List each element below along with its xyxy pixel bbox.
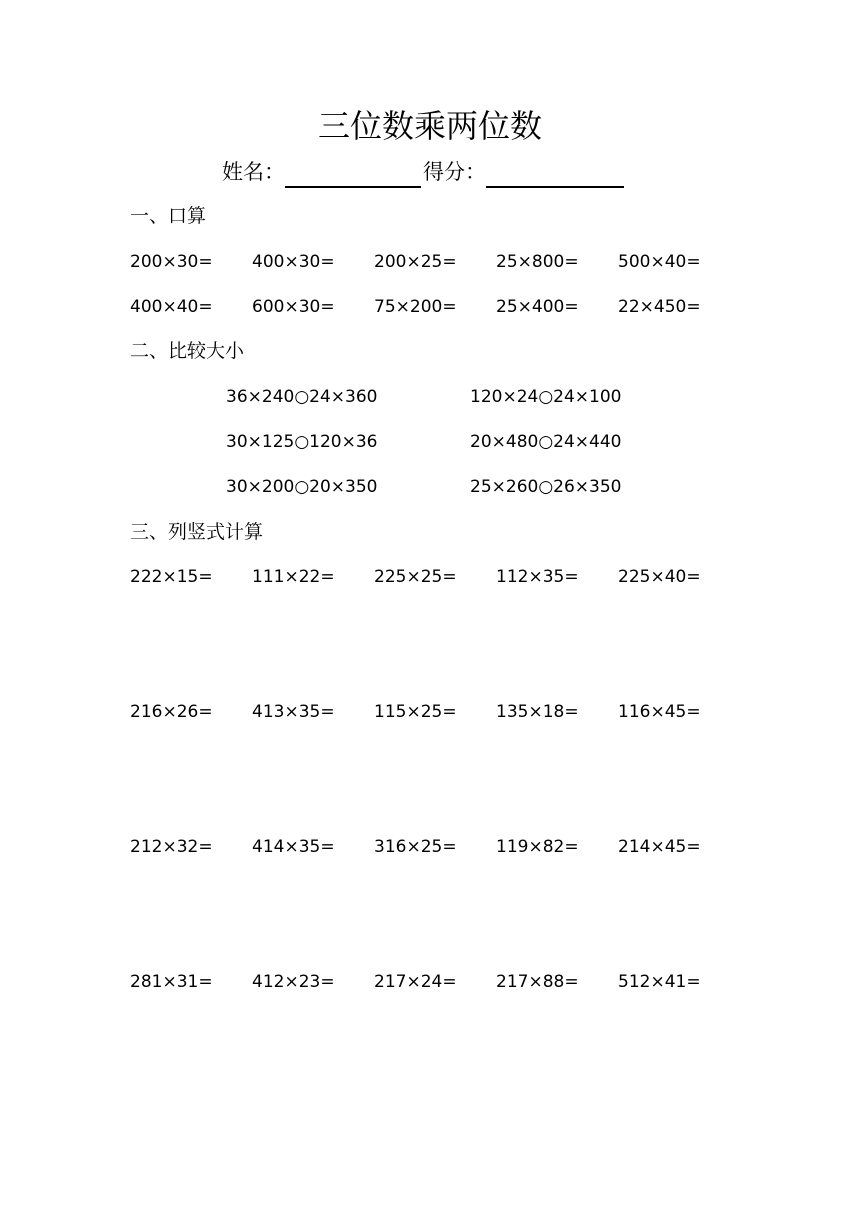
- compare-problem: 30×125○120×36: [226, 432, 378, 452]
- problem: 413×35=: [252, 702, 335, 722]
- problem: 22×450=: [618, 297, 701, 317]
- problem: 119×82=: [496, 837, 579, 857]
- compare-problem: 30×200○20×350: [226, 477, 378, 497]
- compare-problem: 120×24○24×100: [470, 387, 622, 407]
- problem: 212×32=: [130, 837, 213, 857]
- problem: 600×30=: [252, 297, 335, 317]
- page-title: 三位数乘两位数: [317, 107, 542, 145]
- section-heading-oral: 一、口算: [130, 205, 207, 227]
- problem: 135×18=: [496, 702, 579, 722]
- compare-problem: 20×480○24×440: [470, 432, 622, 452]
- problem: 400×40=: [130, 297, 213, 317]
- student-info: [222, 156, 662, 188]
- problem: 412×23=: [252, 972, 335, 992]
- problem: 25×400=: [496, 297, 579, 317]
- problem: 25×800=: [496, 252, 579, 272]
- problem: 214×45=: [618, 837, 701, 857]
- score-label: 得分：: [423, 160, 486, 184]
- section-heading-vertical: 三、列竖式计算: [130, 521, 264, 543]
- problem: 400×30=: [252, 252, 335, 272]
- problem: 216×26=: [130, 702, 213, 722]
- problem: 75×200=: [374, 297, 457, 317]
- problem: 225×25=: [374, 567, 457, 587]
- problem: 316×25=: [374, 837, 457, 857]
- problem: 200×30=: [130, 252, 213, 272]
- score-blank[interactable]: [486, 160, 624, 188]
- problem: 225×40=: [618, 567, 701, 587]
- name-label: 姓名：: [222, 160, 285, 184]
- section-heading-compare: 二、比较大小: [130, 340, 245, 362]
- problem: 281×31=: [130, 972, 213, 992]
- problem: 111×22=: [252, 567, 335, 587]
- problem: 112×35=: [496, 567, 579, 587]
- problem: 414×35=: [252, 837, 335, 857]
- compare-problem: 36×240○24×360: [226, 387, 378, 407]
- problem: 200×25=: [374, 252, 457, 272]
- problem: 115×25=: [374, 702, 457, 722]
- problem: 500×40=: [618, 252, 701, 272]
- problem: 217×24=: [374, 972, 457, 992]
- problem: 116×45=: [618, 702, 701, 722]
- problem: 512×41=: [618, 972, 701, 992]
- problem: 222×15=: [130, 567, 213, 587]
- problem: 217×88=: [496, 972, 579, 992]
- name-blank[interactable]: [285, 160, 421, 188]
- compare-problem: 25×260○26×350: [470, 477, 622, 497]
